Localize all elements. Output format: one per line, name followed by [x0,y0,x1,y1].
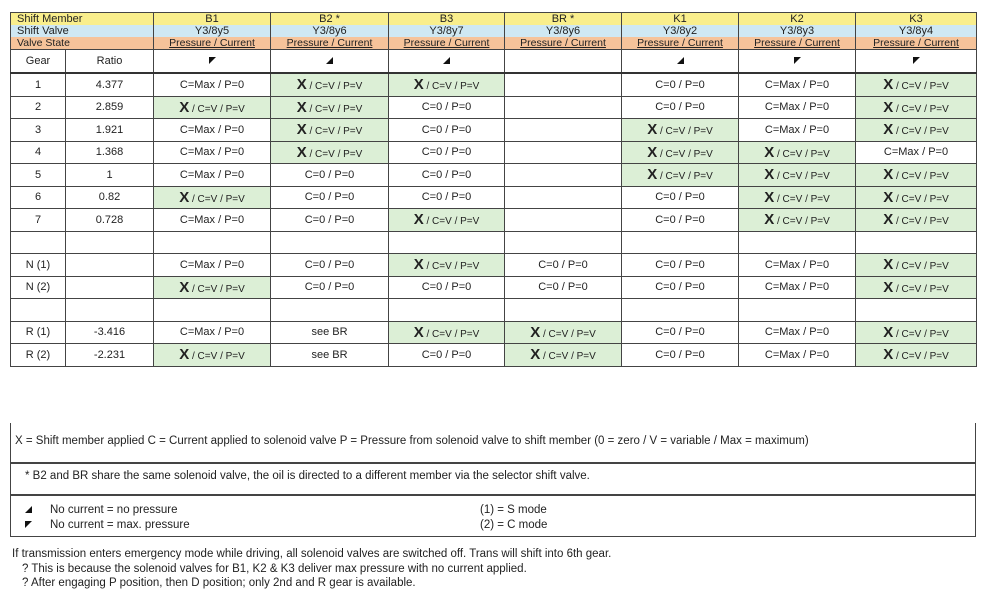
footer-line-1: If transmission enters emergency mode while driving, all solenoid valves are switched off. Trans will shift into 6th gear. [12,548,612,560]
legend-arrows [10,495,976,537]
ratio-cell [66,231,154,254]
x-mark: X [883,121,894,139]
applied-cell [271,73,389,96]
x-suffix: / C=V / P=V [657,148,713,160]
state-cell: C=Max / P=0 [739,276,856,299]
applied-cell [739,186,856,209]
header-label: Valve State [11,37,154,50]
state-cell [389,299,505,322]
valve-name: Y3/8y7 [389,25,505,37]
valve-name: Y3/8y5 [154,25,271,37]
x-suffix: / C=V / P=V [423,216,480,228]
state-cell [739,299,856,322]
member-name: BR * [505,13,622,26]
header-label: Shift Valve [11,25,154,37]
state-cell: see BR [271,344,389,367]
applied-cell [505,344,622,367]
x-mark: X [296,143,307,161]
header-label: Shift Member [11,13,154,26]
state-cell [271,231,389,254]
applied-cell [154,186,271,209]
x-suffix: / C=V / P=V [189,193,245,205]
valve-name: Y3/8y4 [856,25,977,37]
state-cell: C=0 / P=0 [389,164,505,187]
x-suffix: / C=V / P=V [423,261,480,273]
state-cell: C=0 / P=0 [505,276,622,299]
applied-cell [856,119,977,142]
x-mark: X [296,98,307,116]
state-cell: C=0 / P=0 [505,254,622,277]
state-cell: C=Max / P=0 [154,254,271,277]
gear-cell: R (1) [11,321,66,344]
table-row [11,231,977,254]
gear-cell: N (1) [11,254,66,277]
state-cell [271,299,389,322]
x-mark: X [883,98,894,116]
arrow-cell [739,50,856,74]
member-name: K3 [856,13,977,26]
x-suffix: / C=V / P=V [657,126,713,138]
x-mark: X [764,188,775,206]
shift-member-table [10,12,977,367]
arrow-cell [622,50,739,74]
state-cell: C=0 / P=0 [622,96,739,119]
gear-cell: R (2) [11,344,66,367]
x-mark: X [296,76,307,94]
x-suffix: / C=V / P=V [423,328,480,340]
footer-line-3: ? After engaging P position, then D position; only 2nd and R gear is available. [22,577,416,589]
x-suffix: / C=V / P=V [774,148,830,160]
valve-state: Pressure / Current [856,37,977,50]
state-cell [505,164,622,187]
legend-definitions [10,423,976,463]
applied-cell [856,164,977,187]
table-row [11,141,977,164]
applied-cell [622,164,739,187]
x-mark: X [530,323,541,341]
ratio-header: Ratio [66,50,154,74]
state-cell: see BR [271,321,389,344]
x-suffix: / C=V / P=V [306,148,363,160]
state-cell: C=Max / P=0 [154,321,271,344]
member-name: B3 [389,13,505,26]
x-mark: X [883,278,894,296]
state-cell [154,299,271,322]
x-mark: X [883,166,894,184]
state-cell: C=0 / P=0 [271,276,389,299]
applied-cell [389,73,505,96]
triangle-down-icon [25,521,32,528]
triangle-up-icon [443,57,450,64]
x-suffix: / C=V / P=V [893,328,949,340]
applied-cell [856,186,977,209]
applied-cell [271,96,389,119]
x-suffix: / C=V / P=V [540,328,596,340]
valve-state: Pressure / Current [389,37,505,50]
triangle-up-icon [326,57,333,64]
x-suffix: / C=V / P=V [657,171,713,183]
x-mark: X [530,346,541,364]
applied-cell [622,141,739,164]
state-cell: C=0 / P=0 [389,96,505,119]
x-suffix: / C=V / P=V [774,193,830,205]
table-row [11,73,977,96]
x-mark: X [764,166,775,184]
arrow-cell [389,50,505,74]
x-suffix: / C=V / P=V [423,81,480,93]
valve-state: Pressure / Current [154,37,271,50]
arrow-cell [154,50,271,74]
valve-state: Pressure / Current [622,37,739,50]
s-mode-label: (1) = S mode [480,503,547,516]
state-cell: C=Max / P=0 [856,141,977,164]
applied-cell [505,321,622,344]
x-mark: X [179,98,190,116]
gear-cell: 7 [11,209,66,232]
state-cell [505,96,622,119]
valve-state: Pressure / Current [739,37,856,50]
x-suffix: / C=V / P=V [189,103,245,115]
state-cell: C=Max / P=0 [739,96,856,119]
ratio-cell: -3.416 [66,321,154,344]
state-cell [389,231,505,254]
applied-cell [271,119,389,142]
applied-cell [856,96,977,119]
gear-cell: 1 [11,73,66,96]
state-cell: C=Max / P=0 [154,141,271,164]
x-suffix: / C=V / P=V [893,81,949,93]
ratio-cell [66,254,154,277]
x-mark: X [413,211,424,229]
header-row-state [11,37,977,50]
state-cell [622,231,739,254]
x-mark: X [647,143,658,161]
table-row [11,119,977,142]
table-row [11,321,977,344]
applied-cell [154,96,271,119]
table-row [11,254,977,277]
x-suffix: / C=V / P=V [774,216,830,228]
table-row [11,96,977,119]
x-suffix: / C=V / P=V [306,103,363,115]
state-cell: C=0 / P=0 [622,344,739,367]
x-suffix: / C=V / P=V [893,216,949,228]
x-mark: X [179,346,190,364]
header-row-valve [11,25,977,37]
arrow-row [11,50,977,74]
x-mark: X [296,121,307,139]
state-cell: C=Max / P=0 [154,73,271,96]
arrow-cell [271,50,389,74]
state-cell: C=Max / P=0 [739,321,856,344]
x-suffix: / C=V / P=V [306,126,363,138]
applied-cell [154,344,271,367]
state-cell: C=0 / P=0 [622,276,739,299]
state-cell: C=0 / P=0 [389,141,505,164]
x-suffix: / C=V / P=V [774,171,830,183]
x-mark: X [179,188,190,206]
header-row-member [11,13,977,26]
applied-cell [389,321,505,344]
member-name: B2 * [271,13,389,26]
x-suffix: / C=V / P=V [893,171,949,183]
state-cell [856,231,977,254]
gear-cell: 5 [11,164,66,187]
table-row [11,344,977,367]
state-cell [505,209,622,232]
definitions-text: X = Shift member applied C = Current applied to solenoid valve P = Pressure from solenoid valve to shift member (0 = zero / V = variable / Max = maximum) [15,435,809,447]
x-suffix: / C=V / P=V [306,81,363,93]
gear-header: Gear [11,50,66,74]
ratio-cell: 1.368 [66,141,154,164]
state-cell: C=0 / P=0 [622,321,739,344]
x-mark: X [764,211,775,229]
ratio-cell: -2.231 [66,344,154,367]
applied-cell [856,209,977,232]
state-cell: C=0 / P=0 [271,186,389,209]
legend-footnote [10,463,976,495]
applied-cell [856,321,977,344]
x-suffix: / C=V / P=V [540,351,596,363]
applied-cell [389,209,505,232]
applied-cell [389,254,505,277]
arrow-cell [856,50,977,74]
ratio-cell: 0.82 [66,186,154,209]
x-mark: X [413,76,424,94]
footnote-text: * B2 and BR share the same solenoid valve, the oil is directed to a different member via the selector shift valve. [25,470,590,482]
state-cell: C=Max / P=0 [739,254,856,277]
member-name: K2 [739,13,856,26]
x-suffix: / C=V / P=V [189,351,245,363]
state-cell [505,186,622,209]
state-cell [505,299,622,322]
x-mark: X [647,121,658,139]
gear-cell: 4 [11,141,66,164]
x-suffix: / C=V / P=V [893,103,949,115]
x-mark: X [883,256,894,274]
x-suffix: / C=V / P=V [893,193,949,205]
x-suffix: / C=V / P=V [189,283,245,295]
max-pressure-label: No current = max. pressure [50,518,190,531]
applied-cell [739,141,856,164]
c-mode-label: (2) = C mode [480,518,548,531]
ratio-cell: 0.728 [66,209,154,232]
state-cell: C=0 / P=0 [271,164,389,187]
valve-name: Y3/8y6 [271,25,389,37]
triangle-down-icon [913,57,920,64]
ratio-cell: 1.921 [66,119,154,142]
valve-name: Y3/8y6 [505,25,622,37]
triangle-up-icon [677,57,684,64]
member-name: K1 [622,13,739,26]
table-row [11,209,977,232]
triangle-down-icon [794,57,801,64]
applied-cell [856,276,977,299]
arrow-cell [505,50,622,74]
state-cell: C=Max / P=0 [739,119,856,142]
x-suffix: / C=V / P=V [893,261,949,273]
state-cell: C=0 / P=0 [389,276,505,299]
state-cell [622,299,739,322]
state-cell: C=Max / P=0 [154,164,271,187]
x-mark: X [883,211,894,229]
applied-cell [154,276,271,299]
x-suffix: / C=V / P=V [893,126,949,138]
member-name: B1 [154,13,271,26]
state-cell: C=0 / P=0 [389,344,505,367]
gear-cell [11,299,66,322]
gear-cell: 2 [11,96,66,119]
state-cell: C=0 / P=0 [622,254,739,277]
state-cell: C=0 / P=0 [271,254,389,277]
x-mark: X [413,323,424,341]
state-cell [739,231,856,254]
state-cell: C=Max / P=0 [739,344,856,367]
table-row [11,299,977,322]
triangle-down-icon [209,57,216,64]
triangle-up-icon [25,506,32,513]
valve-state: Pressure / Current [271,37,389,50]
state-cell: C=0 / P=0 [622,209,739,232]
x-mark: X [883,323,894,341]
valve-name: Y3/8y2 [622,25,739,37]
valve-name: Y3/8y3 [739,25,856,37]
x-mark: X [179,278,190,296]
x-mark: X [647,166,658,184]
footer-line-2: ? This is because the solenoid valves for B1, K2 & K3 deliver max pressure with no current applied. [22,562,527,575]
table-row [11,164,977,187]
applied-cell [856,254,977,277]
applied-cell [856,344,977,367]
ratio-cell [66,276,154,299]
table-row [11,186,977,209]
state-cell [154,231,271,254]
applied-cell [622,119,739,142]
state-cell: C=Max / P=0 [154,209,271,232]
x-mark: X [764,143,775,161]
state-cell [505,73,622,96]
x-mark: X [883,76,894,94]
state-cell: C=0 / P=0 [271,209,389,232]
table-row [11,276,977,299]
ratio-cell: 2.859 [66,96,154,119]
x-mark: X [883,346,894,364]
ratio-cell: 4.377 [66,73,154,96]
state-cell [505,119,622,142]
applied-cell [271,141,389,164]
ratio-cell: 1 [66,164,154,187]
state-cell: C=0 / P=0 [622,73,739,96]
state-cell: C=Max / P=0 [739,73,856,96]
applied-cell [739,164,856,187]
x-suffix: / C=V / P=V [893,283,949,295]
x-mark: X [413,256,424,274]
state-cell: C=Max / P=0 [154,119,271,142]
state-cell [505,231,622,254]
state-cell [505,141,622,164]
gear-cell: 6 [11,186,66,209]
state-cell: C=0 / P=0 [389,119,505,142]
applied-cell [856,73,977,96]
gear-cell: 3 [11,119,66,142]
state-cell: C=0 / P=0 [389,186,505,209]
state-cell: C=0 / P=0 [622,186,739,209]
gear-cell [11,231,66,254]
gear-cell: N (2) [11,276,66,299]
applied-cell [739,209,856,232]
x-suffix: / C=V / P=V [893,351,949,363]
valve-state: Pressure / Current [505,37,622,50]
no-pressure-label: No current = no pressure [50,503,178,516]
x-mark: X [883,188,894,206]
state-cell [856,299,977,322]
ratio-cell [66,299,154,322]
emergency-mode-notes [12,547,972,591]
